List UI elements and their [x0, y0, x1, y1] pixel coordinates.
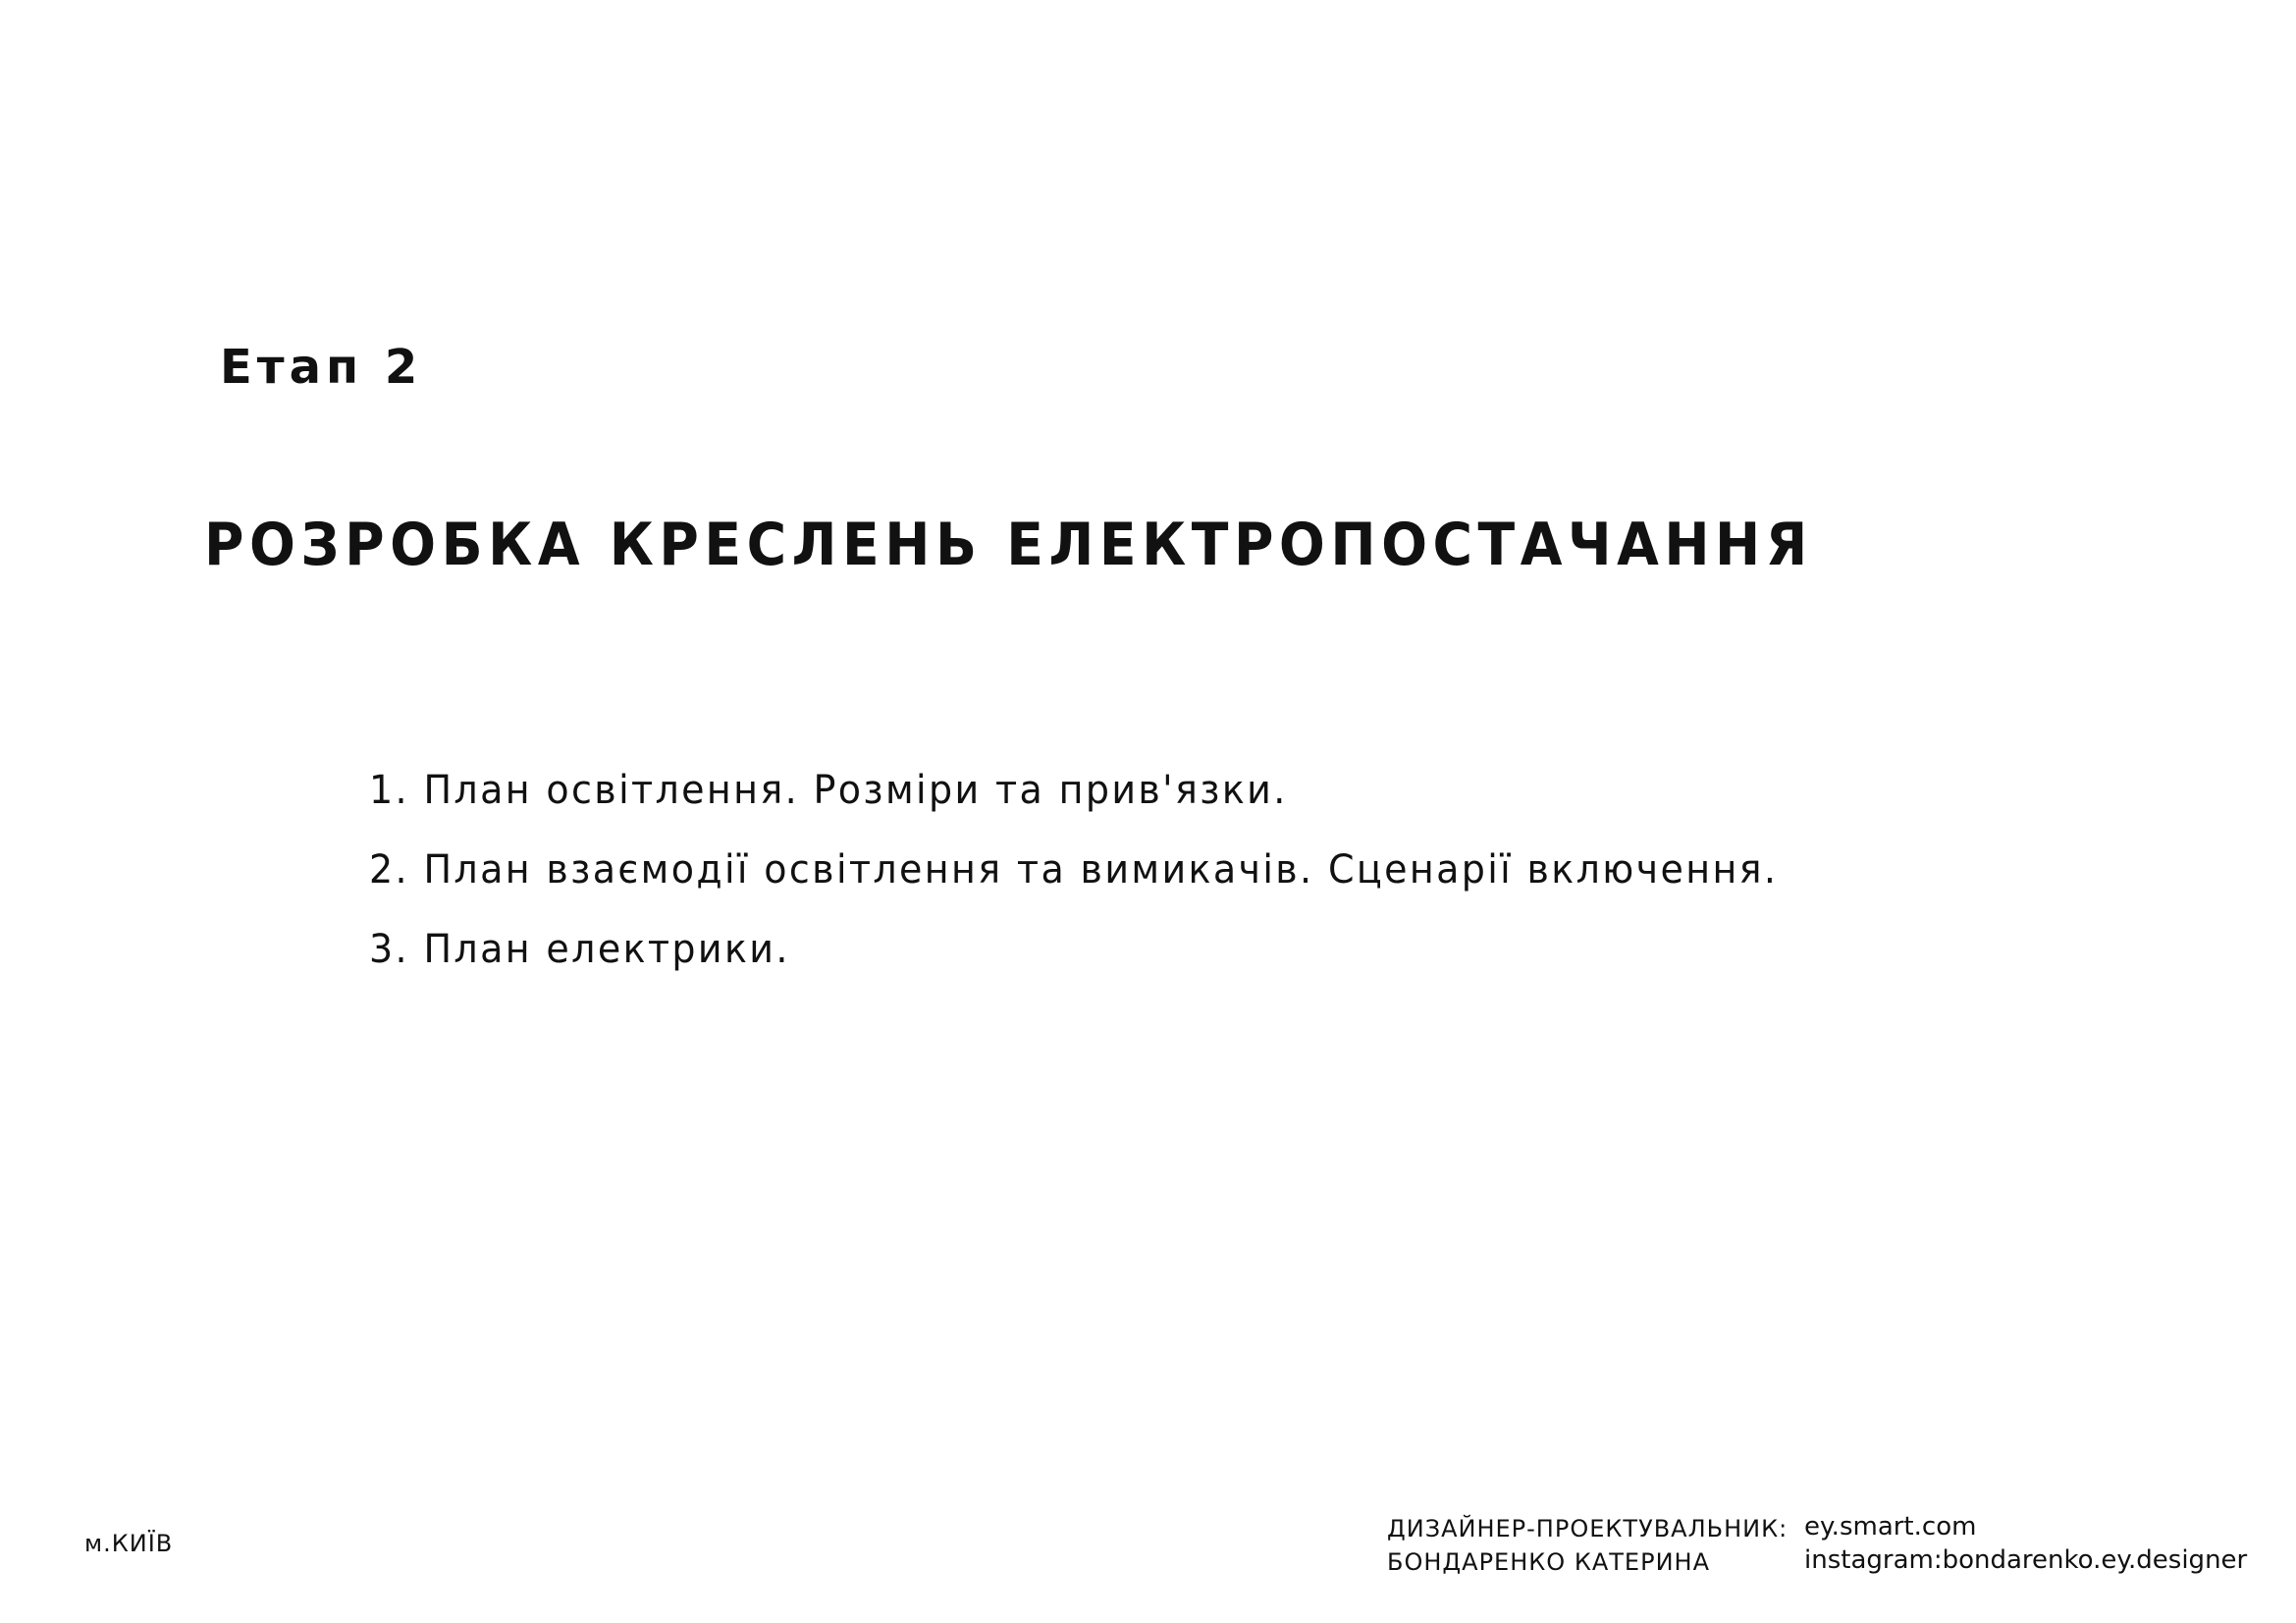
designer-role: ДИЗАЙНЕР-ПРОЕКТУВАЛЬНИК:	[1387, 1515, 1789, 1542]
plan-list	[369, 768, 1852, 1009]
designer-name: БОНДАРЕНКО КАТЕРИНА	[1387, 1548, 1710, 1576]
website-link[interactable]: ey.smart.com	[1804, 1512, 1977, 1542]
plan-item-switches: 2. План взаємодії освітлення та вимикачів. Сценарії включення.	[369, 847, 1779, 893]
footer-city: м.КИЇВ	[84, 1530, 174, 1557]
stage-label: Етап 2	[220, 340, 423, 395]
instagram-link[interactable]: instagram:bondarenko.ey.designer	[1804, 1545, 2248, 1575]
plan-item-electrics: 3. План електрики.	[369, 927, 790, 972]
footer-contact	[1804, 1510, 2247, 1577]
footer-designer	[1387, 1512, 1788, 1579]
page-title: РОЗРОБКА КРЕСЛЕНЬ ЕЛЕКТРОПОСТАЧАННЯ	[204, 511, 1813, 579]
plan-item-lighting: 1. План освітлення. Розміри та прив'язки.	[369, 768, 1288, 813]
